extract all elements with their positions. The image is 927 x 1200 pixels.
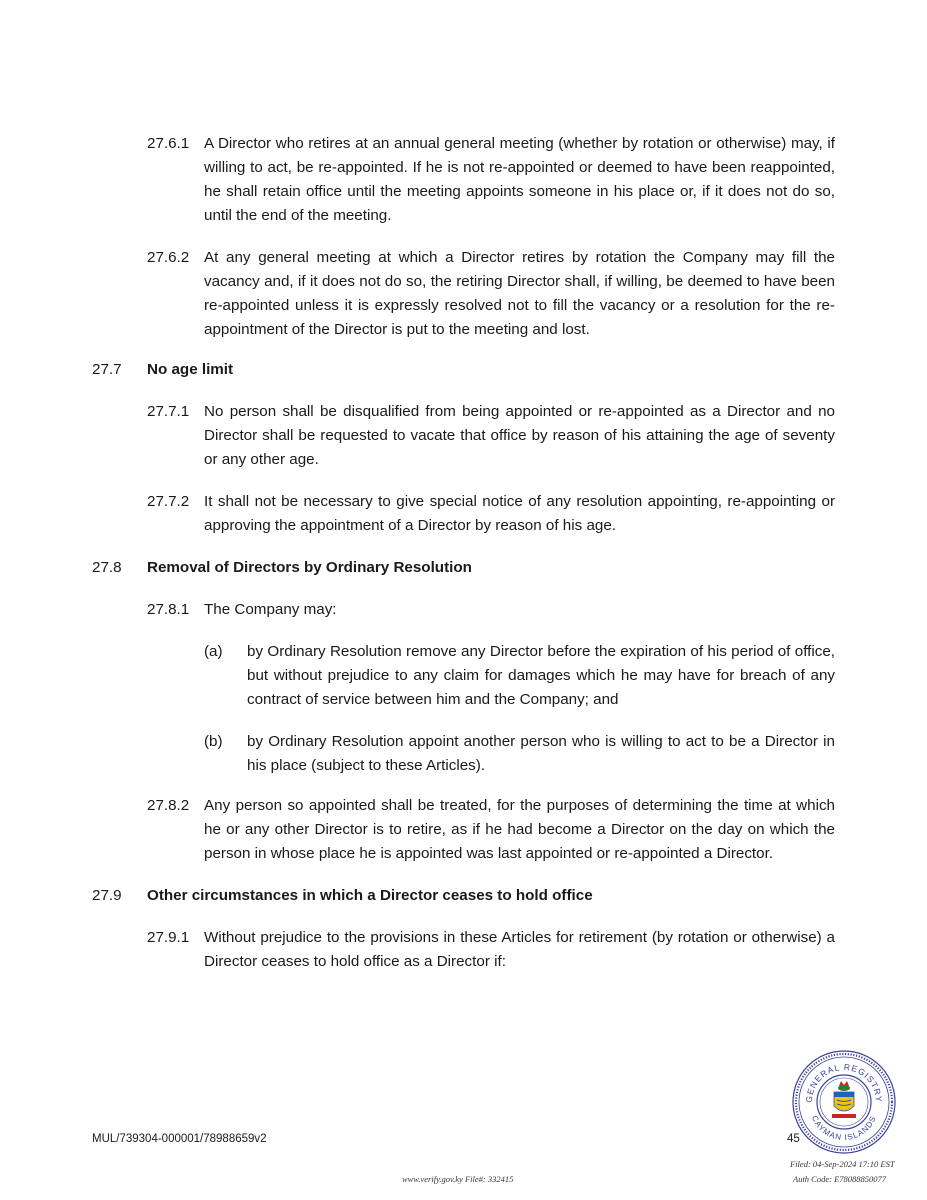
section-number: 27.9 [92, 887, 122, 904]
seal-top-text: GENERAL REGISTRY [803, 1061, 885, 1104]
paragraph-number: 27.9.1 [147, 929, 190, 946]
paragraph-text: It shall not be necessary to give special notice of any resolution appointing, re-appointing or approving the appointment of a Director by reason of his age. [204, 493, 835, 534]
document-reference: MUL/739304-000001/78988659v2 [92, 1133, 267, 1145]
page-number: 45 [787, 1133, 800, 1145]
section-title: No age limit [147, 361, 234, 378]
paragraph-text: Without prejudice to the provisions in these Articles for retirement (by rotation or otherwise) a Director ceases to hold office as a Director if: [204, 929, 835, 970]
section-title: Removal of Directors by Ordinary Resolution [147, 559, 472, 576]
section-number: 27.7 [92, 361, 122, 378]
paragraph-number: 27.8.2 [147, 797, 190, 814]
paragraph-number: 27.7.2 [147, 493, 190, 510]
paragraph-text: A Director who retires at an annual general meeting (whether by rotation or otherwise) may, if willing to act, be re-appointed. If he is not re-appointed or deemed to have been reappointed, he shall retain office until the meeting appoints someone in his place or, if it does not do so, until the end of the meeting. [204, 135, 835, 224]
list-item-label: (b) [204, 733, 223, 750]
filed-timestamp: Filed: 04-Sep-2024 17:10 EST [790, 1159, 895, 1169]
paragraph-text: Any person so appointed shall be treated, for the purposes of determining the time at which he or any other Director is to retire, as if he had become a Director on the day on which the person in whose place he is appointed was last appointed or re-appointed a Director. [204, 797, 835, 862]
paragraph-number: 27.7.1 [147, 403, 190, 420]
seal-bottom-text: CAYMAN ISLANDS [809, 1114, 879, 1143]
paragraph-number: 27.6.2 [147, 249, 190, 266]
general-registry-seal-icon [790, 1048, 898, 1156]
paragraph-number: 27.6.1 [147, 135, 190, 152]
paragraph-text: No person shall be disqualified from being appointed or re-appointed as a Director and no Director shall be requested to vacate that office by reason of his attaining the age of seventy or any other age. [204, 403, 835, 468]
paragraph-text: At any general meeting at which a Director retires by rotation the Company may fill the vacancy and, if it does not do so, the retiring Director shall, if willing, be deemed to have been re-appointed unless it is expressly resolved not to fill the vacancy or a resolution for the re-appointment of the Director is put to the meeting and lost. [204, 249, 835, 338]
list-item-text: by Ordinary Resolution appoint another person who is willing to act to be a Director in his place (subject to these Articles). [247, 733, 835, 774]
paragraph-text: The Company may: [204, 601, 337, 618]
list-item-label: (a) [204, 643, 223, 660]
coat-of-arms-icon [832, 1081, 856, 1118]
section-title: Other circumstances in which a Director ceases to hold office [147, 887, 593, 904]
auth-code: Auth Code: E78088850077 [793, 1174, 887, 1184]
verification-url: www.verify.gov.ky File#: 332415 [402, 1174, 514, 1184]
paragraph-number: 27.8.1 [147, 601, 190, 618]
list-item-text: by Ordinary Resolution remove any Director before the expiration of his period of office, but without prejudice to any claim for damages which he may have for breach of any contract of service between him and the Company; and [247, 643, 835, 708]
section-number: 27.8 [92, 559, 122, 576]
